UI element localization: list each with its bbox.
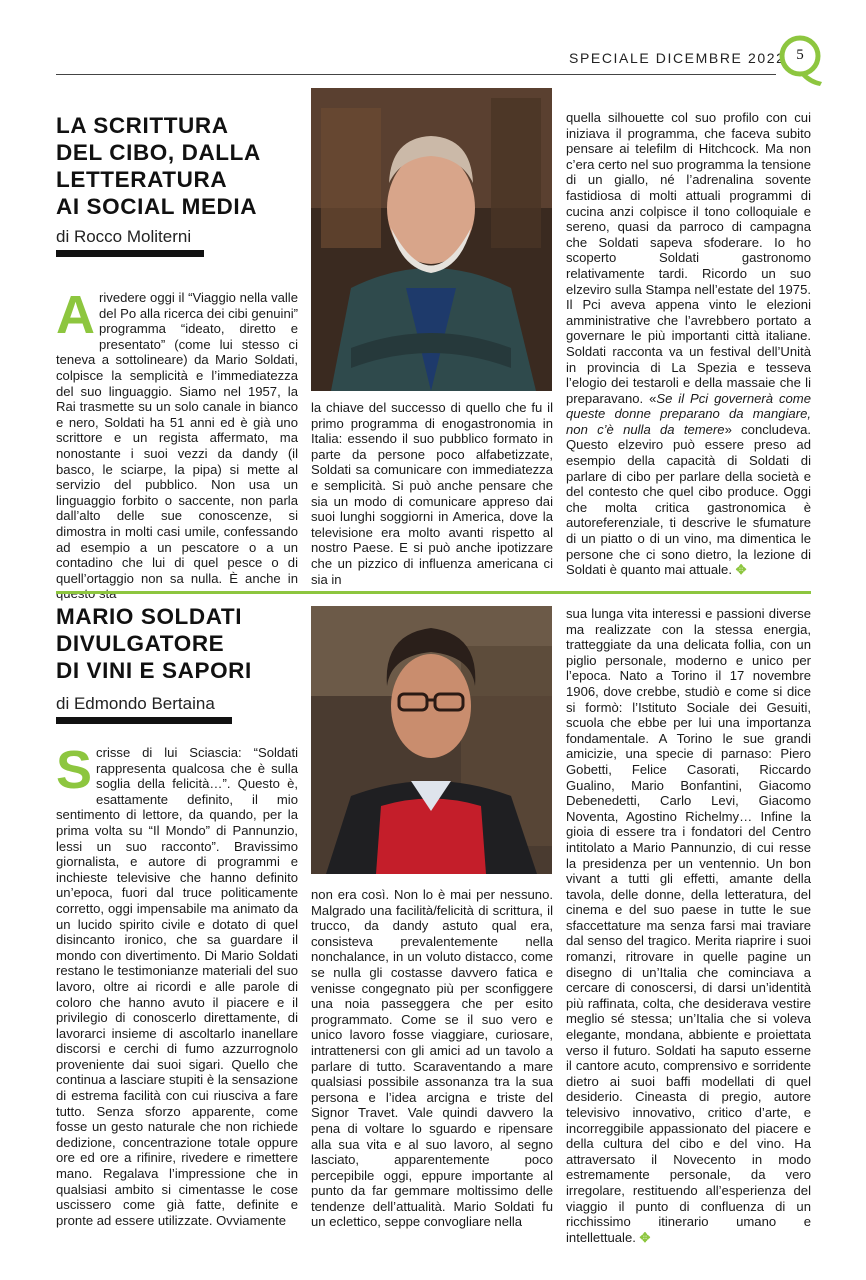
article2-end-mark-icon: ✥	[639, 1229, 651, 1245]
article1-dropcap: A	[56, 285, 95, 345]
article1-col2-text: la chiave del successo di quello che fu il primo programma di enogastronomia in Italia: essendo il suo pubblico formato in parte da persone poco alfabetizzate, Soldati sa comunicare con immediatezza e semplicità. Si può anche pensare che sia un modo di comunicare appreso dai suoi lunghi soggiorni in America, dove la televisione era molto avanti rispetto al nostro Paese. E si può anche ipotizzare che un pizzico di influenza americana ci sia in	[311, 400, 553, 587]
article-divider	[56, 591, 811, 594]
article1-col3-quote: Se il Pci governerà come queste donne preparano da mangiare, non c’è nulla da temere	[566, 390, 811, 437]
article1-column-3	[566, 110, 811, 580]
article1-byline: di Rocco Moliterni	[56, 227, 192, 246]
article2-col3-text: sua lunga vita interessi e passioni diverse ma realizzate con la stessa energia, tratteggiate da una delicata follia, con un piglio personale, moderno e unico per l’epoca. Nato a Torino il 17 novembre 1906, dove crebbe, studiò e come si dice si formò: l’Istituto Sociale dei Gesuiti, scuola che ebbe per lui una importanza fondamentale. A Torino le sue grandi amicizie, una specie di parnaso: Piero Gobetti, Felice Casorati, Riccardo Gualino, Mario Bonfantini, Giacomo Debenedetti, Carlo Levi, Giacomo Noventa, Agostino Richelmy… Infine la gioia di essere tra i fondatori del Centro intitolato a Mario Pannunzio, di cui resse la presidenza per un ventennio. Un bon vivant a tutti gli effetti, amante della tavola, delle donne, della letteratura, del cinema e del suo paese in tutte le sue sfaccettature ma senza farsi mai traviare dal senso del tragico. Merita riaprire i suoi romanzi, ritrovare in quelle pagine un disegno di un’Italia che cominciava a cercare di conoscersi, di darsi un’identità più raffinata, colta, che desiderava vestire meglio sé stessa; un’Italia che si voleva elegante, mondana, abbiente e proiettata verso il futuro. Soldati ha saputo esserne il cantore acuto, comprensivo e sorridente dietro ai suoi baffi modellati di quel desiderio. Cineasta di pregio, autore televisivo innovativo, critico d’arte, e incorreggibile appassionato del piacere e della cultura del cibo e del vino. Ha attraversato il Novecento in modo estremamente personale, da vero irregolare, restituendo all’esperienza del viaggio il punto di confluenza di un ricchissimo itinerario umano e intellettuale.	[566, 606, 811, 1245]
article2-dropcap: S	[56, 740, 93, 800]
portrait-bearded-man-image	[311, 88, 552, 391]
article1-end-mark-icon: ✥	[735, 562, 747, 578]
article1-title: LA SCRITTURA DEL CIBO, DALLA LETTERATURA AI SOCIAL MEDIA	[56, 113, 261, 219]
article2-author-photo	[311, 606, 552, 874]
article2-byline-bar	[56, 717, 232, 724]
article2-title: MARIO SOLDATI DIVULGATORE DI VINI E SAPORI	[56, 604, 252, 683]
article1-col3-text-a: quella silhouette col suo profilo con cui iniziava il programma, che faceva subito pensare ai telefilm di Hitchcock. Ma non c’era certo nel suo programma la tensione di un giallo, né l’adrenalina sovente fastidiosa di molti attuali programmi di cucina anzi colpisce il tono colloquiale e sereno, quasi da parroco di campagna che Soldati sapeva sfoderare. Io ho scoperto Soldati gastronomo relativamente tardi. Ricordo un suo elzeviro sulla Stampa nell’estate del 1975. Il Pci aveva appena vinto le elezioni amministrative che l’avrebbero portato a governare le più importanti città italiane. Soldati racconta va un festival dell’Unità in provincia di La Spezia e tesseva l’elogio dei testaroli e della massaie che li preparavano. «	[566, 110, 811, 406]
article1-col3-text-b: » concludeva. Questo elzeviro può essere preso ad esempio della capacità di Soldati di parlare di cibo per parlare della società e del contesto che quel cibo produce. Oggi che molta critica gastronomica è autoreferenziale, ti descrive le sfumature di un piatto o di un vino, ma dimentica le persone che ci sono dietro, la lezione di Soldati è quanto mai attuale.	[566, 421, 811, 578]
article2-column-3	[566, 606, 811, 1245]
header-rule	[56, 74, 776, 75]
article1-column-2	[311, 400, 553, 587]
article1-author-photo	[311, 88, 552, 391]
page-number: 5	[796, 47, 804, 63]
portrait-man-glasses-image	[311, 606, 552, 874]
section-label: SPECIALE DICEMBRE 2022	[569, 50, 786, 66]
article2-col1-text: crisse di lui Sciascia: “Soldati rappresenta qualcosa che è sulla soglia della felicità…”. Questo è, esattamente definito, il mio sentimento di lettore, da quando, per la prima volta su “Il Mondo” di Pannunzio, lessi un suo racconto”. Bravissimo giornalista, e autore di programmi e inchieste televisive che hanno definito un’epoca, fuori dal truce politicamente corretto, oggi impensabile ma animato da un lucido spirito civile e dotato di quel disincanto ironico, che sa guardare il mondo con divertimento. Di Mario Soldati restano le testimonianze materiali del suo lavoro, oltre ai ricordi e alle parole di coloro che hanno avuto il piacere e il privilegio di conoscerlo direttamente, di lavorarci insieme di ascoltarlo inanellare discorsi e cerchi di fumo azzurrognolo proveniente dai suoi sigari. Quello che continua a lasciare stupiti è la sensazione di estrema facilità con cui riusciva a fare tutto. Senza sforzo apparente, come fosse un gesto naturale che non richiede dedizione, concentrazione totale oppure ore ed ore a rifinire, rivedere e rimettere mano. Regalava l’impressione che in qualsiasi ambito si cimentasse le cose uscissero come già fatte, definite e pronte ad essere utilizzate. Ovviamente	[56, 745, 298, 1228]
article2-col2-text: non era così. Non lo è mai per nessuno. Malgrado una facilità/felicità di scrittura, il trucco, da dandy astuto qual era, consisteva prevalentemente nella nonchalance, in un voluto distacco, come se nulla gli costasse davvero fatica e venisse congegnato più per sconfiggere una noia passeggera che per esito programmato. Come se il suo vero e unico lavoro fosse viaggiare, curiosare, intrattenersi con gli amici ad un tavolo a parlare di tutto. Scaraventando a mare qualsiasi possibile assonanza tra la sua persona e l’idea arcigna e triste del Signor Travet. Vale quindi davvero la pena di voltare lo sguardo e ripensare alla sua vita e al suo lavoro, al segno lasciato, apparentemente poco percepibile oggi, eppure importante al punto da far gemmare moltissimo delle tendenze dell’attualità. Mario Soldati fu un eclettico, seppe convogliare nella	[311, 887, 553, 1230]
article1-byline-bar	[56, 250, 204, 257]
article2-column-2	[311, 887, 553, 1230]
article2-column-1	[56, 740, 298, 1230]
article1-column-1	[56, 285, 298, 586]
article1-col1-text: rivedere oggi il “Viaggio nella valle del Po alla ricerca dei cibi genuini” programma “ideato, diretto e presentato” (come lui stesso ci teneva a sottolineare) da Mario Soldati, colpisce la semplicità e l’immediatezza del suo linguaggio. Siamo nel 1957, la Rai trasmette su un solo canale in bianco e nero, Soldati ha 51 anni ed è già uno scrittore e un regista affermato, ma nonostante i suoi vezzi da dandy (il basco, le sciarpe, la pipa) si mette al servizio del pubblico. Non usa un linguaggio forbito o saccente, non parla dall’alto delle sue conoscenze, si dimostra in molti casi umile, confessando ad esempio a un pescatore o a un contadino che lui di quel pesce o di quell’ortaggio non sa nulla. È anche in	[56, 290, 298, 586]
article2-byline: di Edmondo Bertaina	[56, 694, 215, 713]
